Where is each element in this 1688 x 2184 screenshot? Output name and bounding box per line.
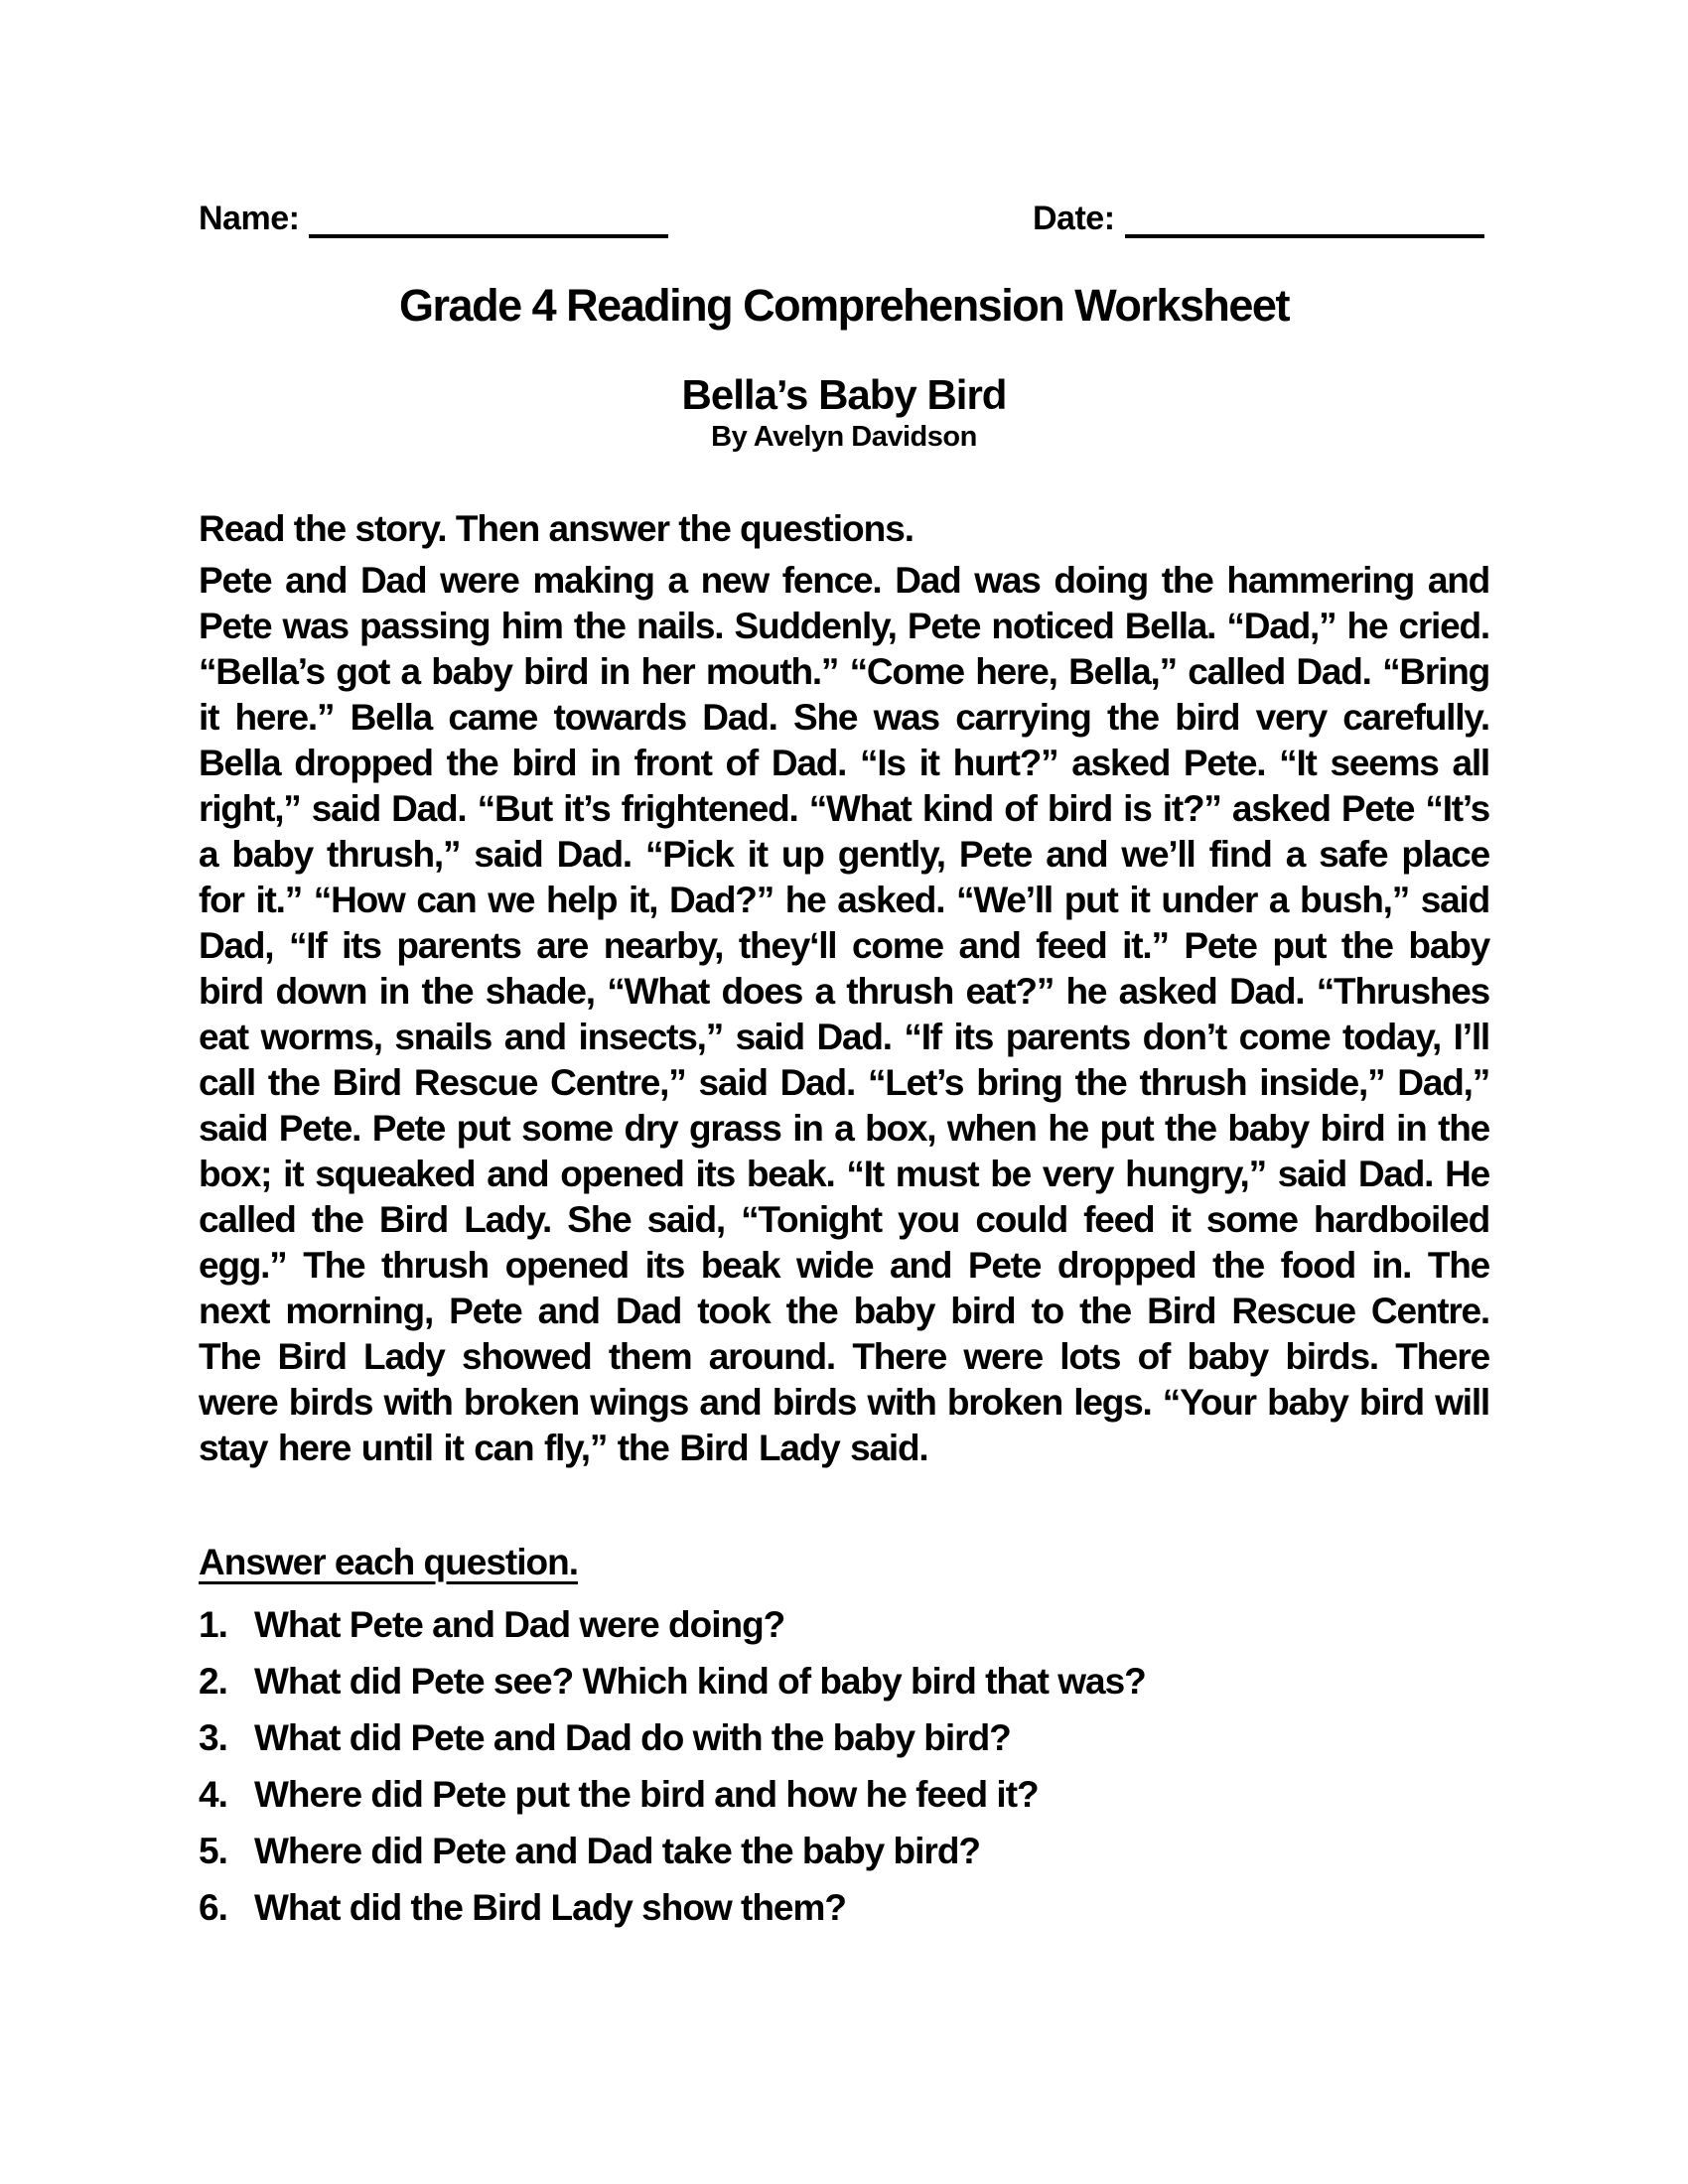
date-label: Date: <box>1033 200 1115 237</box>
name-blank-line <box>309 201 668 238</box>
question-item <box>199 1833 1489 1870</box>
questions-heading: Answer each question. <box>199 1542 578 1582</box>
page-title: Grade 4 Reading Comprehension Worksheet <box>399 280 1289 331</box>
question-number: 1. <box>199 1604 227 1645</box>
name-label: Name: <box>199 200 300 237</box>
question-number: 3. <box>199 1717 227 1758</box>
question-item <box>199 1606 1489 1644</box>
story-paragraph: Pete and Dad were making a new fence. Dad was doing the hammering and Pete was passing him the nails. Suddenly, Pete noticed Bella. “Dad,” he cried. “Bella’s got a baby bird in her mouth.” “Come here, Bella,” called Dad. “Bring it here.” Bella came towards Dad. She was carrying the bird very carefully. Bella dropped the bird in front of Dad. “Is it hurt?” asked Pete. “It seems all right,” said Dad. “But it’s frightened. “What kind of bird is it?” asked Pete “It’s a baby thrush,” said Dad. “Pick it up gently, Pete and we’ll find a safe place for it.” “How can we help it, Dad?” he asked. “We’ll put it under a bush,” said Dad, “If its parents are nearby, they‘ll come and feed it.” Pete put the baby bird down in the shade, “What does a thrush eat?” he asked Dad. “Thrushes eat worms, snails and insects,” said Dad. “If its parents don’t come today, I’ll call the Bird Rescue Centre,” said Dad. “Let’s bring the thrush inside,” Dad,” said Pete. Pete put some dry grass in a box, when he put the baby bird in the box; it squeaked and opened its beak. “It must be very hungry,” said Dad. He called the Bird Lady. She said, “Tonight you could feed it some hardboiled egg.” The thrush opened its beak wide and Pete dropped the food in. The next morning, Pete and Dad took the baby bird to the Bird Rescue Centre. The Bird Lady showed them around. There were lots of baby birds. There were birds with broken wings and birds with broken legs. “Your baby bird will stay here until it can fly,” the Bird Lady said. <box>199 560 1489 1468</box>
question-text: Where did Pete and Dad take the baby bird? <box>254 1831 981 1871</box>
question-text: What did Pete see? Which kind of baby bird that was? <box>254 1661 1146 1702</box>
story-title: Bella’s Baby Bird <box>681 371 1007 418</box>
question-number: 5. <box>199 1831 227 1871</box>
question-item <box>199 1776 1489 1814</box>
question-text: What did the Bird Lady show them? <box>254 1887 846 1928</box>
name-field-group <box>199 199 668 238</box>
instruction-text: Read the story. Then answer the questions. <box>199 508 914 549</box>
question-number: 4. <box>199 1774 227 1815</box>
question-item <box>199 1663 1489 1701</box>
story-byline: By Avelyn Davidson <box>711 421 977 453</box>
question-text: What Pete and Dad were doing? <box>254 1604 785 1645</box>
question-number: 2. <box>199 1661 227 1702</box>
question-text: What did Pete and Dad do with the baby bird? <box>254 1717 1011 1758</box>
questions-list <box>199 1606 1489 1946</box>
date-blank-line <box>1125 201 1484 238</box>
question-item <box>199 1719 1489 1757</box>
date-field-group <box>1033 199 1484 238</box>
question-number: 6. <box>199 1887 227 1928</box>
question-text: Where did Pete put the bird and how he feed it? <box>254 1774 1039 1815</box>
question-item <box>199 1889 1489 1927</box>
